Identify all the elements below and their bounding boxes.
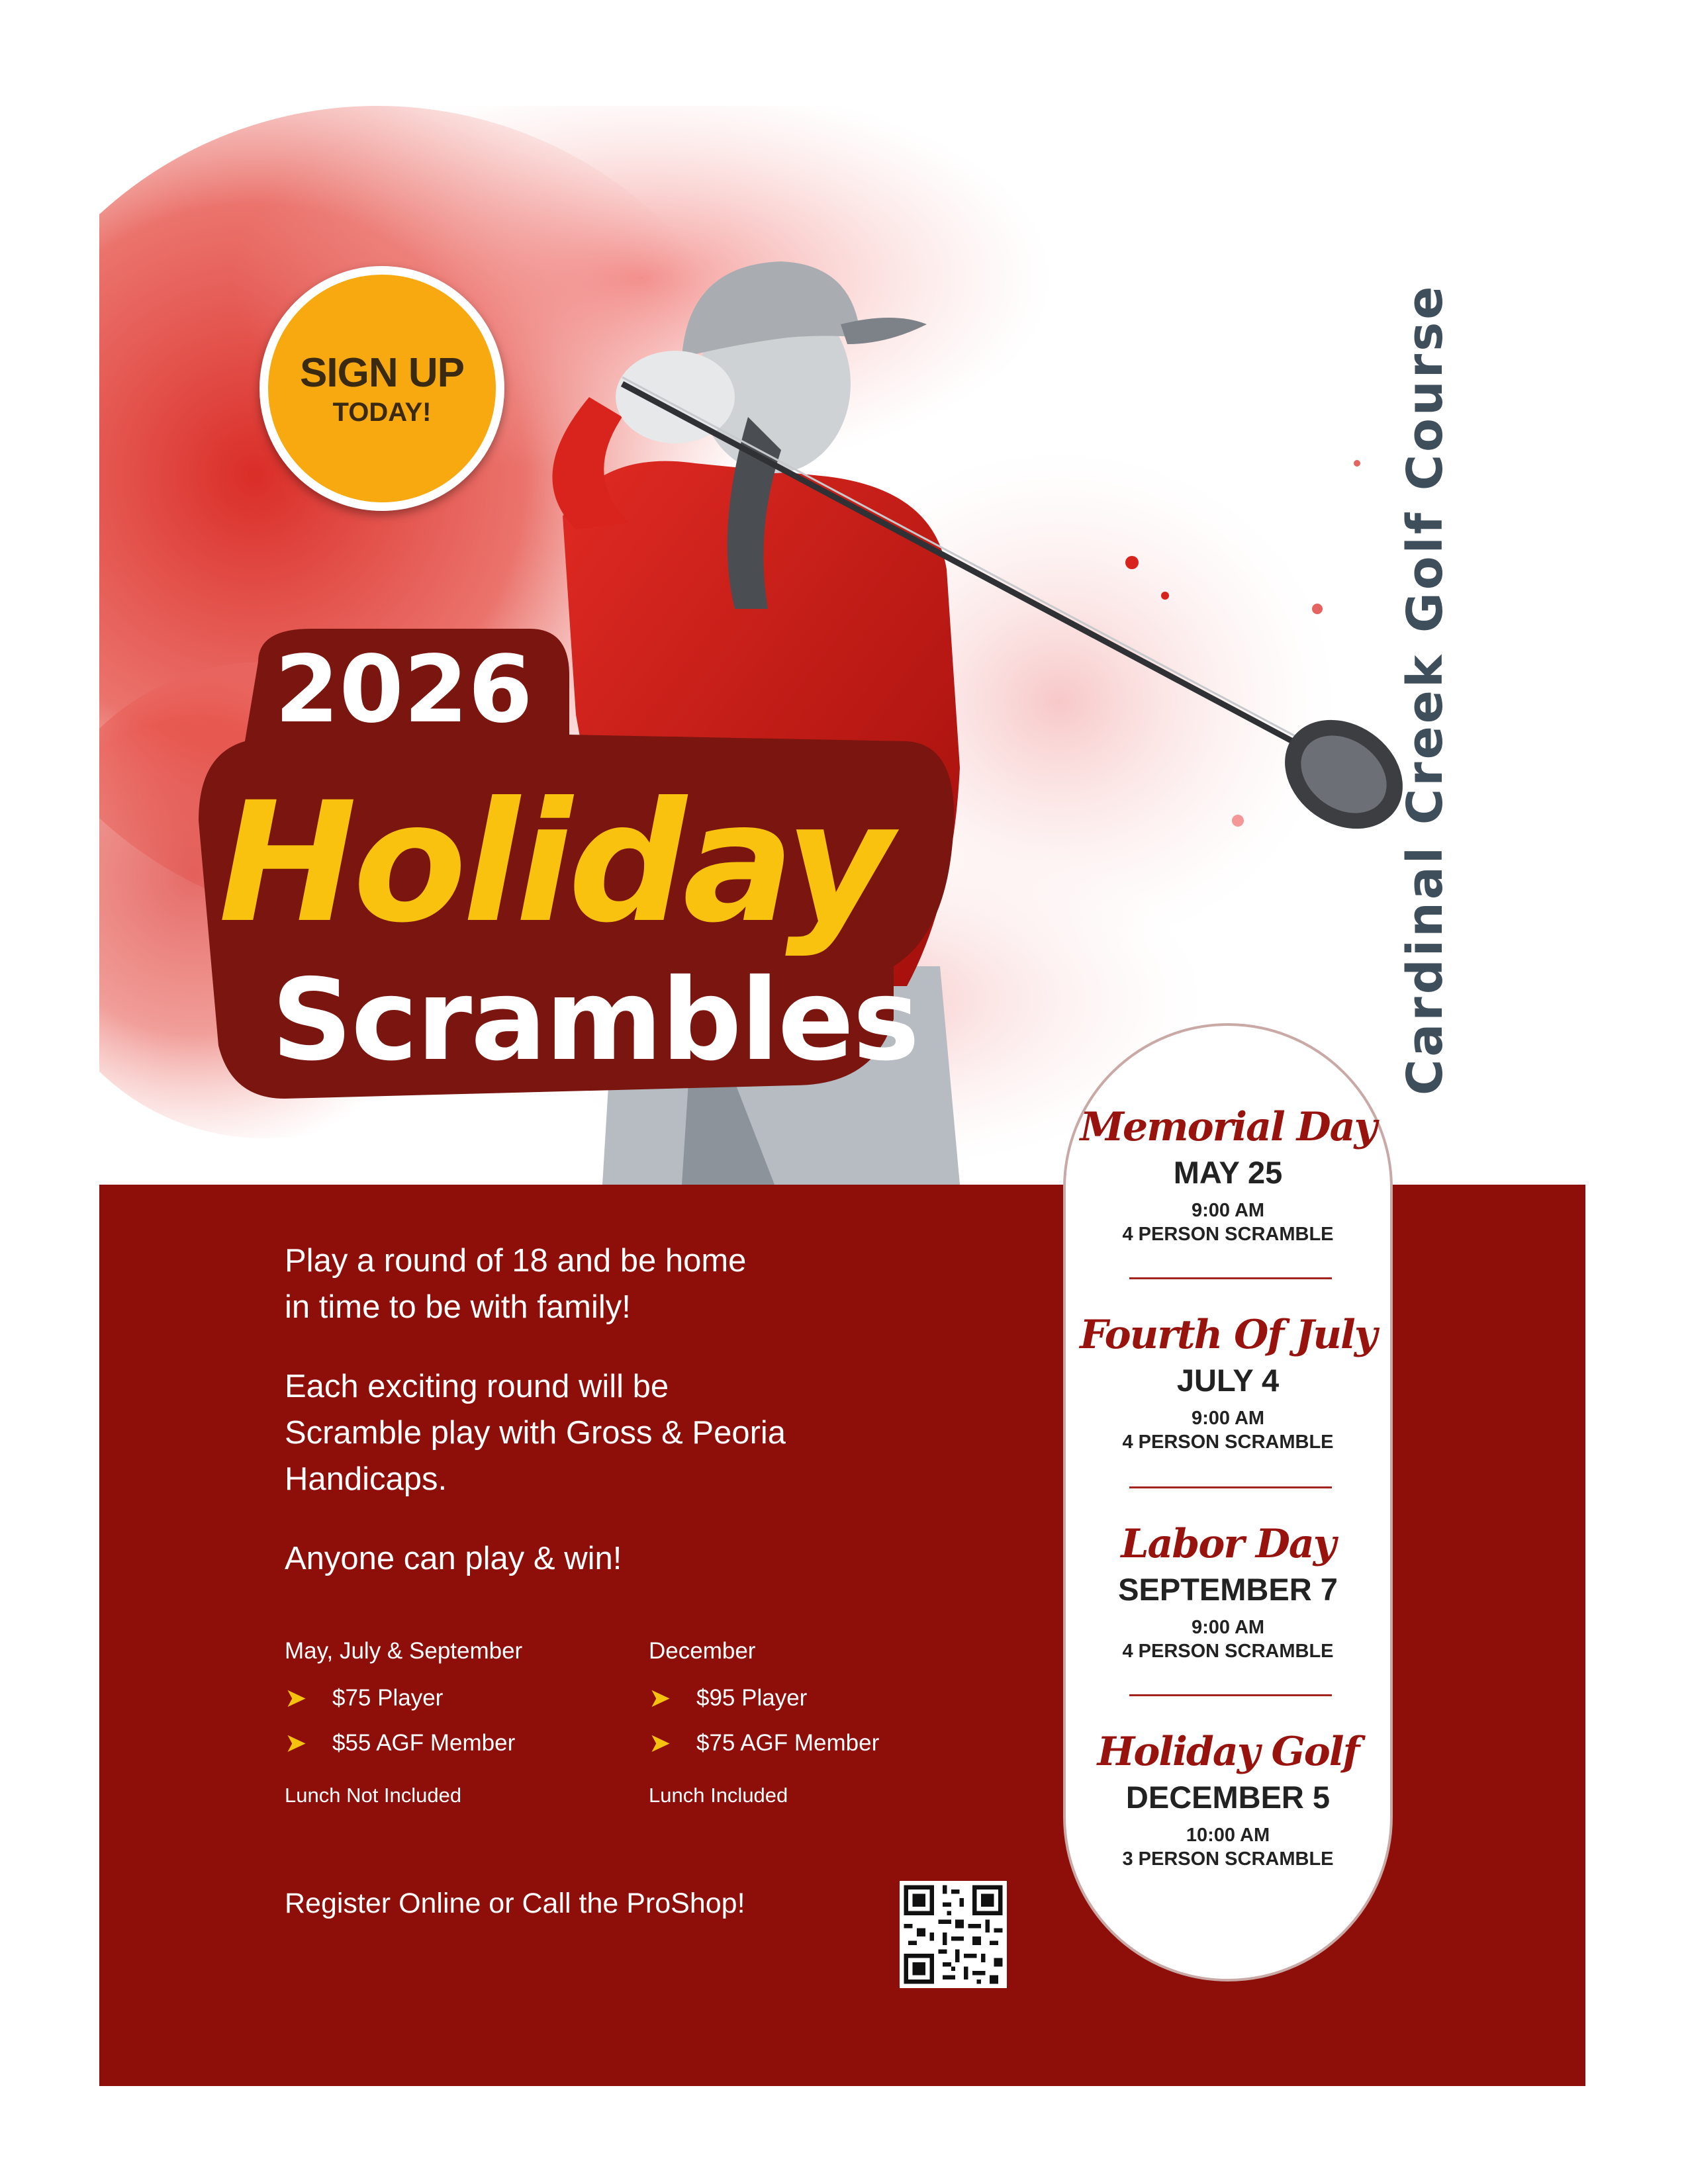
event-tee-time: 9:00 AM <box>1191 1408 1265 1429</box>
event-title <box>159 622 986 1138</box>
event-memorial-day <box>1066 1104 1390 1246</box>
event-name: Fourth Of July <box>1080 1312 1376 1358</box>
price-item <box>285 1728 629 1758</box>
event-fourth-of-july <box>1066 1312 1390 1454</box>
register-cta[interactable]: Register Online or Call the ProShop! <box>285 1888 745 1919</box>
title-word1: Holiday <box>218 766 890 959</box>
price-item <box>649 1728 993 1758</box>
event-labor-day <box>1066 1521 1390 1663</box>
event-format: 3 PERSON SCRAMBLE <box>1122 1848 1334 1870</box>
pricing-note: Lunch Not Included <box>285 1784 462 1807</box>
chevron-arrow-icon: ➤ <box>649 1729 671 1758</box>
format-line3: Handicaps. <box>285 1461 447 1497</box>
price-label: $75 AGF Member <box>696 1730 880 1756</box>
format-paragraph <box>285 1363 1013 1502</box>
price-label: $95 Player <box>696 1685 808 1711</box>
chevron-arrow-icon: ➤ <box>285 1729 307 1758</box>
price-label: $75 Player <box>332 1685 444 1711</box>
event-tee-time: 9:00 AM <box>1191 1617 1265 1638</box>
format-line1: Each exciting round will be <box>285 1369 669 1404</box>
price-label: $55 AGF Member <box>332 1730 516 1756</box>
title-word2: Scrambles <box>271 955 919 1086</box>
event-date: SEPTEMBER 7 <box>1118 1572 1338 1607</box>
qr-code-icon[interactable] <box>900 1881 1007 1988</box>
title-year: 2026 <box>275 636 533 744</box>
pricing-heading: May, July & September <box>285 1638 523 1664</box>
anyone-paragraph: Anyone can play & win! <box>285 1541 622 1576</box>
pricing-column-2 <box>649 1638 993 1807</box>
event-tee-time: 10:00 AM <box>1186 1825 1270 1846</box>
chevron-arrow-icon: ➤ <box>649 1684 671 1713</box>
intro-paragraph <box>285 1238 1013 1330</box>
event-time <box>1066 1823 1390 1871</box>
pricing-note: Lunch Included <box>649 1784 788 1807</box>
divider <box>1129 1277 1332 1279</box>
event-name: Memorial Day <box>1080 1104 1376 1150</box>
event-schedule <box>1063 1023 1393 1981</box>
badge-line2: TODAY! <box>332 398 432 427</box>
pricing-column-1 <box>285 1638 629 1807</box>
event-format: 4 PERSON SCRAMBLE <box>1122 1432 1334 1453</box>
event-name: Labor Day <box>1121 1521 1335 1567</box>
pricing-heading: December <box>649 1638 756 1664</box>
event-format: 4 PERSON SCRAMBLE <box>1122 1224 1334 1245</box>
divider <box>1129 1694 1332 1696</box>
event-holiday-golf <box>1066 1729 1390 1871</box>
event-format: 4 PERSON SCRAMBLE <box>1122 1641 1334 1662</box>
event-time <box>1066 1406 1390 1454</box>
price-item <box>649 1683 993 1713</box>
badge-line1: SIGN UP <box>300 350 464 396</box>
divider <box>1129 1486 1332 1488</box>
format-line2: Scramble play with Gross & Peoria <box>285 1415 786 1451</box>
event-date: JULY 4 <box>1176 1363 1280 1398</box>
event-date: MAY 25 <box>1173 1155 1283 1190</box>
chevron-arrow-icon: ➤ <box>285 1684 307 1713</box>
price-item <box>285 1683 629 1713</box>
event-time <box>1066 1199 1390 1246</box>
intro-line2: in time to be with family! <box>285 1289 631 1325</box>
event-tee-time: 9:00 AM <box>1191 1200 1265 1221</box>
event-name: Holiday Golf <box>1097 1729 1359 1775</box>
event-time <box>1066 1615 1390 1663</box>
event-date: DECEMBER 5 <box>1125 1780 1331 1815</box>
course-name: Cardinal Creek Golf Course <box>1397 283 1454 1095</box>
intro-line1: Play a round of 18 and be home <box>285 1243 747 1279</box>
sign-up-badge[interactable] <box>259 266 504 511</box>
